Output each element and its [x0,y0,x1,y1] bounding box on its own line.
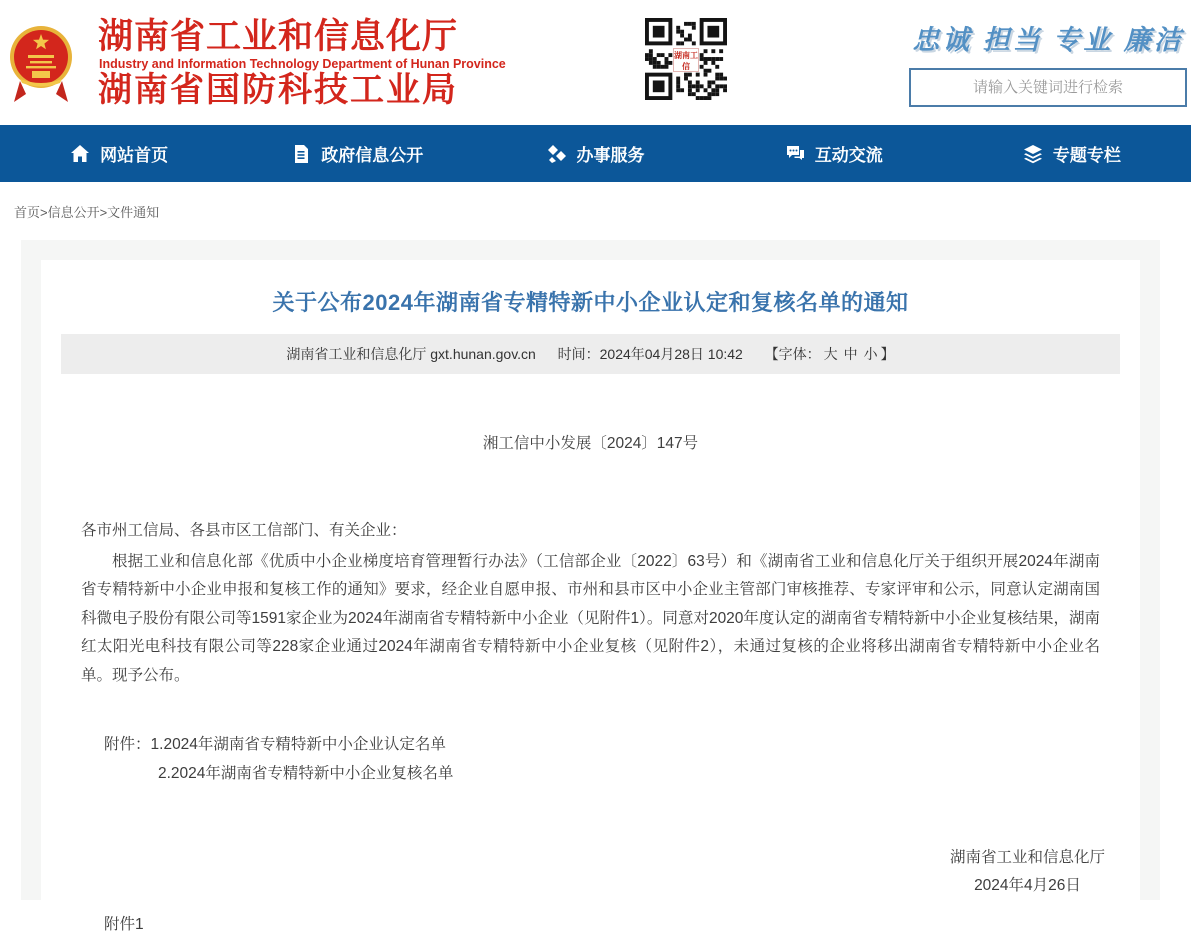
font-size-small-button[interactable]: 小 [863,346,878,362]
article-time-label: 时间： [557,346,600,362]
nav-item-label: 互动交流 [814,146,883,165]
article-card [41,260,1140,933]
org-title-en: Industry and Information Technology Department of Hunan Province [99,56,506,71]
article-meta-bar [61,334,1120,374]
attachment-line [81,731,1100,760]
home-icon [70,144,90,164]
nav-item-home[interactable] [0,125,238,182]
nav-item-label: 政府信息公开 [321,146,424,165]
nav-item-interaction[interactable] [715,125,953,182]
org-title-cn2: 湖南省国防科技工业局 [98,70,458,109]
signature-block [950,844,1105,900]
breadcrumb[interactable]: 首页>信息公开>文件通知 [14,204,160,220]
article-text [81,517,1100,690]
article-time: 2024年04月28日 10:42 [599,346,743,362]
doc-number: 湘工信中小发展〔2024〕147号 [482,435,699,452]
nav-item-label: 网站首页 [100,146,169,165]
nav-item-services[interactable] [476,125,714,182]
page-title: 关于公布2024年湖南省专精特新中小企业认定和复核名单的通知 [272,290,909,315]
article-body: 根据工业和信息化部《优质中小企业梯度培育管理暂行办法》（工信部企业〔2022〕63号）和《湖南省工业和信息化厅关于组织开展2024年湖南省专精特新中小企业申报和复核工作的通知》要求，经企业自愿申报、市州和县市区中小企业主管部门审核推荐、专家评审和公示，同意认定湖南国科微电子股份有限公司等1591家企业为2024年湖南省专精特新中小企业（见附件1）。同意对2020年度认定的湖南省专精特新中小企业复核结果，湖南红太阳光电科技有限公司等228家企业通过2024年湖南省专精特新中小企业复核（见附件2），未通过复核的企业将移出湖南省专精特新中小企业名单。现予公布。 [81,552,1100,684]
font-size-label: 【字体： [764,346,821,362]
site-header [0,0,1191,125]
qr-code [645,18,727,104]
nav-item-special-columns[interactable] [953,125,1191,182]
header-right [909,18,1187,107]
salutation: 各市州工信局、各县市区工信部门、有关企业： [81,522,407,539]
content-band [21,240,1160,933]
attachment-link-2[interactable]: 2.2024年湖南省专精特新中小企业复核名单 [158,764,454,782]
signature-date: 2024年4月26日 [974,877,1081,894]
attachment-link-1[interactable]: 1.2024年湖南省专精特新中小企业认定名单 [150,736,446,753]
font-size-label-end: 】 [880,346,895,362]
org-titles [98,16,506,109]
appendix-label: 附件1 [104,916,144,933]
service-icon [547,144,567,164]
qr-center-label: 湖南工信 [673,48,699,72]
layers-icon [1023,144,1043,164]
slogan-text: 忠诚 担当 专业 廉洁 [912,25,1184,55]
nav-item-label: 专题专栏 [1052,146,1121,165]
font-size-large-button[interactable]: 大 [823,346,838,362]
nav-item-label: 办事服务 [576,146,645,165]
signature-org: 湖南省工业和信息化厅 [949,849,1105,866]
attachments-label: 附件： [104,736,151,753]
site-logo[interactable] [8,16,506,109]
search-input[interactable] [909,68,1187,107]
document-icon [291,144,311,164]
attachment-line [81,760,1100,789]
national-emblem-icon [8,21,74,105]
chat-icon [785,144,805,164]
main-nav [0,125,1191,182]
font-size-medium-button[interactable]: 中 [843,346,858,362]
breadcrumb-row [0,182,1191,240]
org-title-cn: 湖南省工业和信息化厅 [98,16,459,56]
attachments-list [81,731,1100,788]
article-source: 湖南省工业和信息化厅 gxt.hunan.gov.cn [286,346,536,362]
nav-item-gov-info[interactable] [238,125,476,182]
